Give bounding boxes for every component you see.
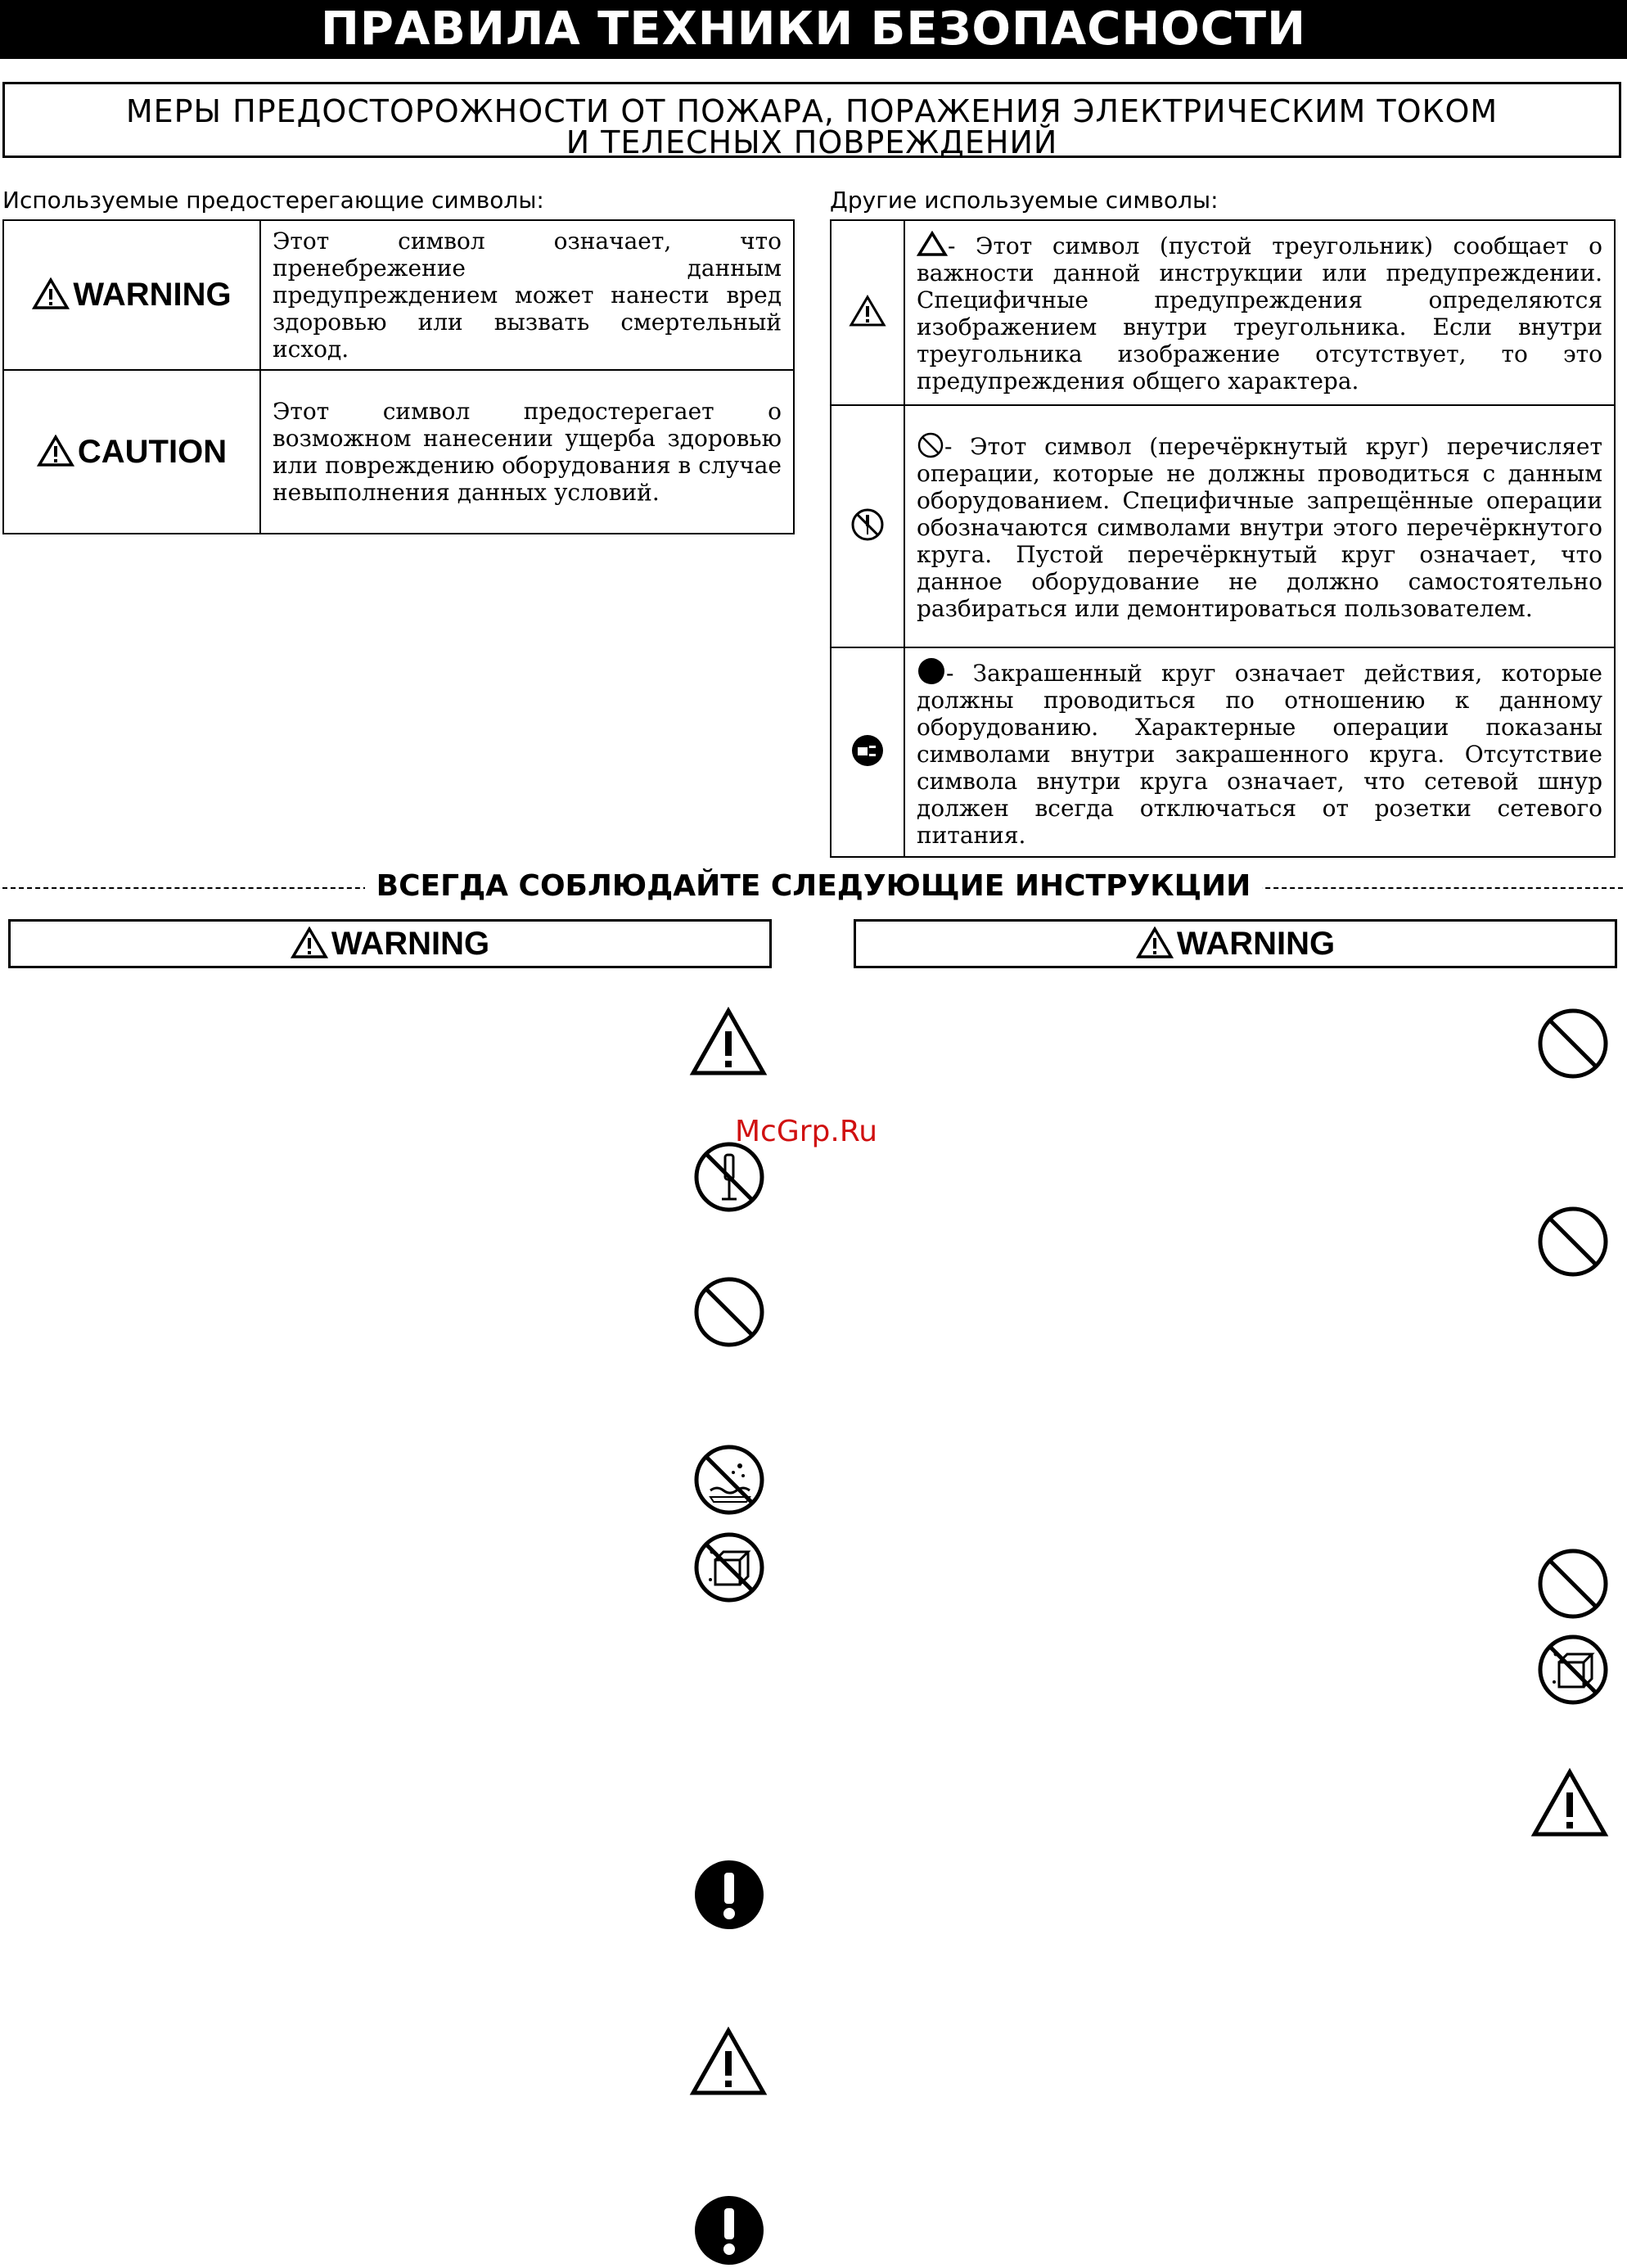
prohibited-icon [1536, 1205, 1610, 1278]
warning-triangle-icon [37, 435, 74, 467]
warning-label: WARNING [73, 277, 232, 313]
right-caption: Другие используемые символы: [830, 187, 1219, 214]
triangle-text: - Этот символ (пустой треугольник) сообщает о важности данной инструкции или предупреждении. Специфичные предупреждения определяются изображением внутри треугольника. Если внутри треугольника изображение отсутствует, то это предупреждения общего характера. [917, 232, 1602, 395]
warning-symbols-table [2, 219, 795, 534]
no-moisture-icon [692, 1531, 766, 1604]
no-moisture-icon [1536, 1633, 1610, 1707]
triangle-icon [849, 295, 886, 327]
other-symbols-table [830, 219, 1616, 858]
warning-triangle-icon [32, 277, 70, 310]
subtitle-line-1: МЕРЫ ПРЕДОСТОРОЖНОСТИ ОТ ПОЖАРА, ПОРАЖЕНИЯ ЭЛЕКТРИЧЕСКИМ ТОКОМ [125, 93, 1499, 129]
prohibited-text: - Этот символ (перечёркнутый круг) перечисляет операции, которые не должны проводиться с данным оборудованием. Специфичные запрещённые операции обозначаются символами внутри этого перечёркнутого круга. Пустой перечёркнутый круг означает, что данное оборудование не должно самостоятельно разбираться или демонтироваться пользователем. [917, 432, 1602, 622]
left-caption: Используемые предостерегающие символы: [2, 187, 544, 214]
warning-triangle-icon [1136, 927, 1174, 959]
prohibited-icon [1536, 1547, 1610, 1621]
no-disassemble-icon [850, 507, 886, 543]
page-title: ПРАВИЛА ТЕХНИКИ БЕЗОПАСНОСТИ [0, 0, 1627, 59]
caution-label: CAUTION [77, 433, 228, 470]
empty-triangle-icon [917, 231, 948, 257]
warning-triangle-icon [689, 2027, 768, 2097]
caution-description: Этот символ предостерегает о возможном нанесении ущерба здоровью или повреждению оборудования в случае невыполнения данных условий. [260, 370, 794, 534]
warning-label-cell [3, 220, 260, 370]
prohibited-symbol-cell [831, 405, 904, 647]
unplug-icon [850, 733, 886, 769]
warning-triangle-icon [291, 927, 328, 959]
warning-triangle-icon [1530, 1768, 1609, 1838]
section-heading-wrap [0, 869, 1627, 903]
subtitle-box [2, 82, 1621, 158]
prohibited-circle-icon [917, 431, 944, 459]
warning-box-right-label: WARNING [1176, 926, 1336, 962]
mandatory-description [904, 647, 1615, 857]
warning-box-left-label: WARNING [331, 926, 490, 962]
prohibited-icon [692, 1275, 766, 1349]
no-disassemble-icon [692, 1140, 766, 1214]
mandatory-symbol-cell [831, 647, 904, 857]
warning-triangle-icon [689, 1007, 768, 1077]
subtitle-line-2: И ТЕЛЕСНЫХ ПОВРЕЖДЕНИЙ [566, 124, 1058, 160]
caution-label-cell [3, 370, 260, 534]
section-heading: ВСЕГДА СОБЛЮДАЙТЕ СЛЕДУЮЩИЕ ИНСТРУКЦИИ [365, 869, 1263, 903]
prohibited-description [904, 405, 1615, 647]
filled-circle-icon [917, 656, 946, 686]
warning-box-left [8, 919, 772, 968]
watermark: McGrp.Ru [735, 1115, 878, 1148]
mandatory-icon [692, 1858, 766, 1932]
warning-box-right [854, 919, 1617, 968]
no-water-icon [692, 1443, 766, 1517]
triangle-symbol-cell [831, 220, 904, 405]
warning-description: Этот символ означает, что пренебрежение данным предупреждением может нанести вред здоровью или вызвать смертельный исход. [260, 220, 794, 370]
mandatory-text: - Закрашенный круг означает действия, которые должны проводиться по отношению к данному оборудованию. Характерные операции показаны символами внутри закрашенного круга. Отсутствие символа внутри круга означает, что сетевой шнур должен всегда отключаться от розетки сетевого питания. [917, 659, 1602, 849]
prohibited-icon [1536, 1007, 1610, 1080]
mandatory-icon [692, 2194, 766, 2267]
triangle-description [904, 220, 1615, 405]
